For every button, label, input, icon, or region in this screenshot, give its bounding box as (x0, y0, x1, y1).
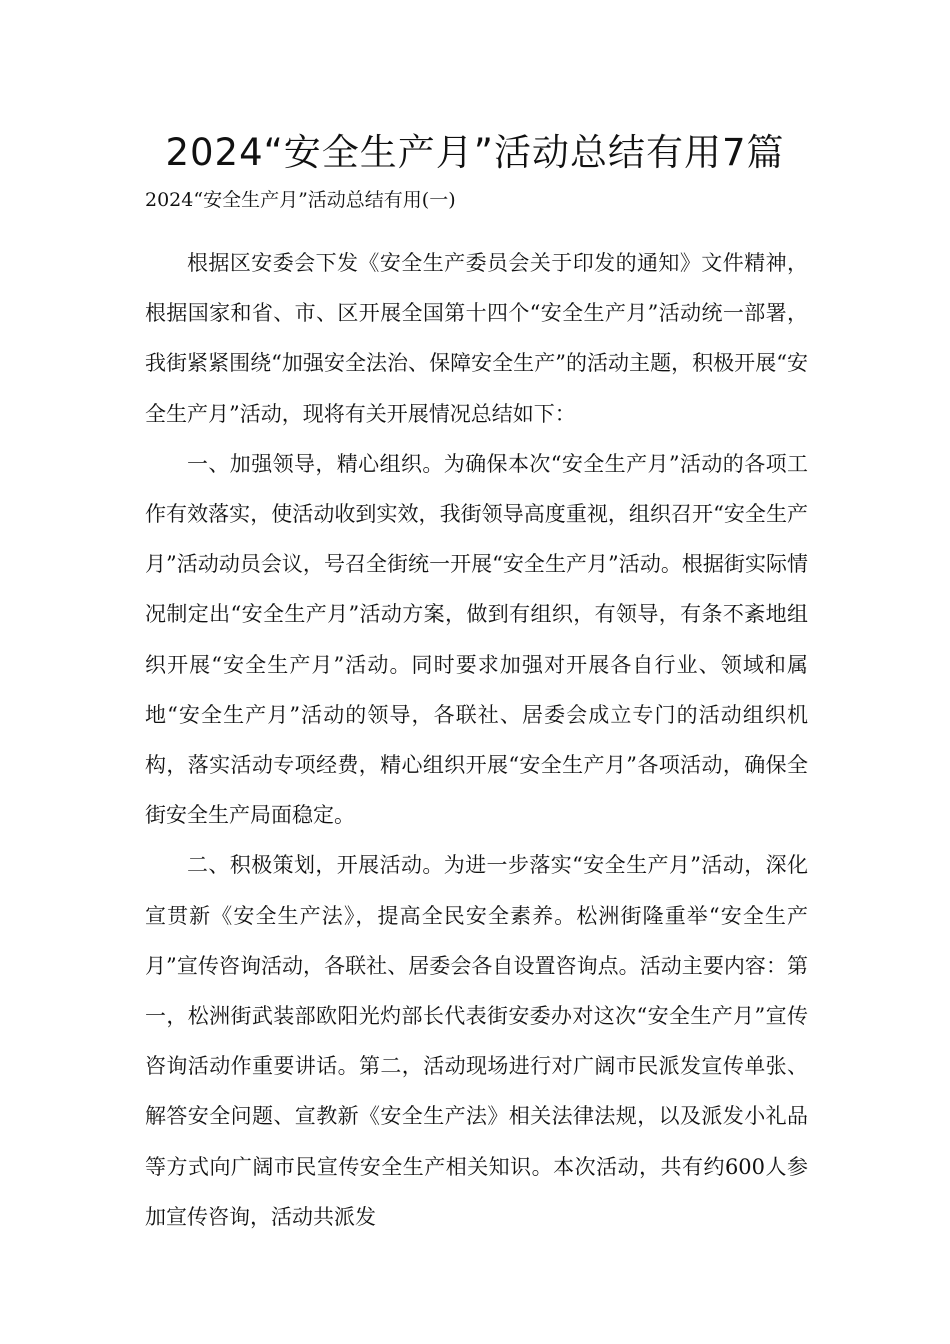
document-title: 2024“安全生产月”活动总结有用7篇 (165, 131, 785, 174)
document-body (145, 238, 808, 1242)
paragraph-section-one: 一、加强领导，精心组织。为确保本次“安全生产月”活动的各项工作有效落实，使活动收到实效，我街领导高度重视，组织召开“安全生产月”活动动员会议，号召全街统一开展“安全生产月”活动。根据街实际情况制定出“安全生产月”活动方案，做到有组织，有领导，有条不紊地组织开展“安全生产月”活动。同时要求加强对开展各自行业、领域和属地“安全生产月”活动的领导，各联社、居委会成立专门的活动组织机构，落实活动专项经费，精心组织开展“安全生产月”各项活动，确保全街安全生产局面稳定。 (145, 451, 808, 828)
paragraph-intro: 根据区安委会下发《安全生产委员会关于印发的通知》文件精神，根据国家和省、市、区开展全国第十四个“安全生产月”活动统一部署，我街紧紧围绕“加强安全法治、保障安全生产”的活动主题，积极开展“安全生产月”活动，现将有关开展情况总结如下： (145, 251, 808, 426)
paragraph-section-two: 二、积极策划，开展活动。为进一步落实“安全生产月”活动，深化宣贯新《安全生产法》，提高全民安全素养。松洲街隆重举“安全生产月”宣传咨询活动，各联社、居委会各自设置咨询点。活动主要内容：第一，松洲街武装部欧阳光灼部长代表街安委办对这次“安全生产月”宣传咨询活动作重要讲话。第二，活动现场进行对广阔市民派发宣传单张、解答安全问题、宣教新《安全生产法》相关法律法规，以及派发小礼品等方式向广阔市民宣传安全生产相关知识。本次活动，共有约600人参加宣传咨询，活动共派发 (145, 853, 808, 1229)
document-subtitle: 2024“安全生产月”活动总结有用(一) (145, 189, 456, 211)
